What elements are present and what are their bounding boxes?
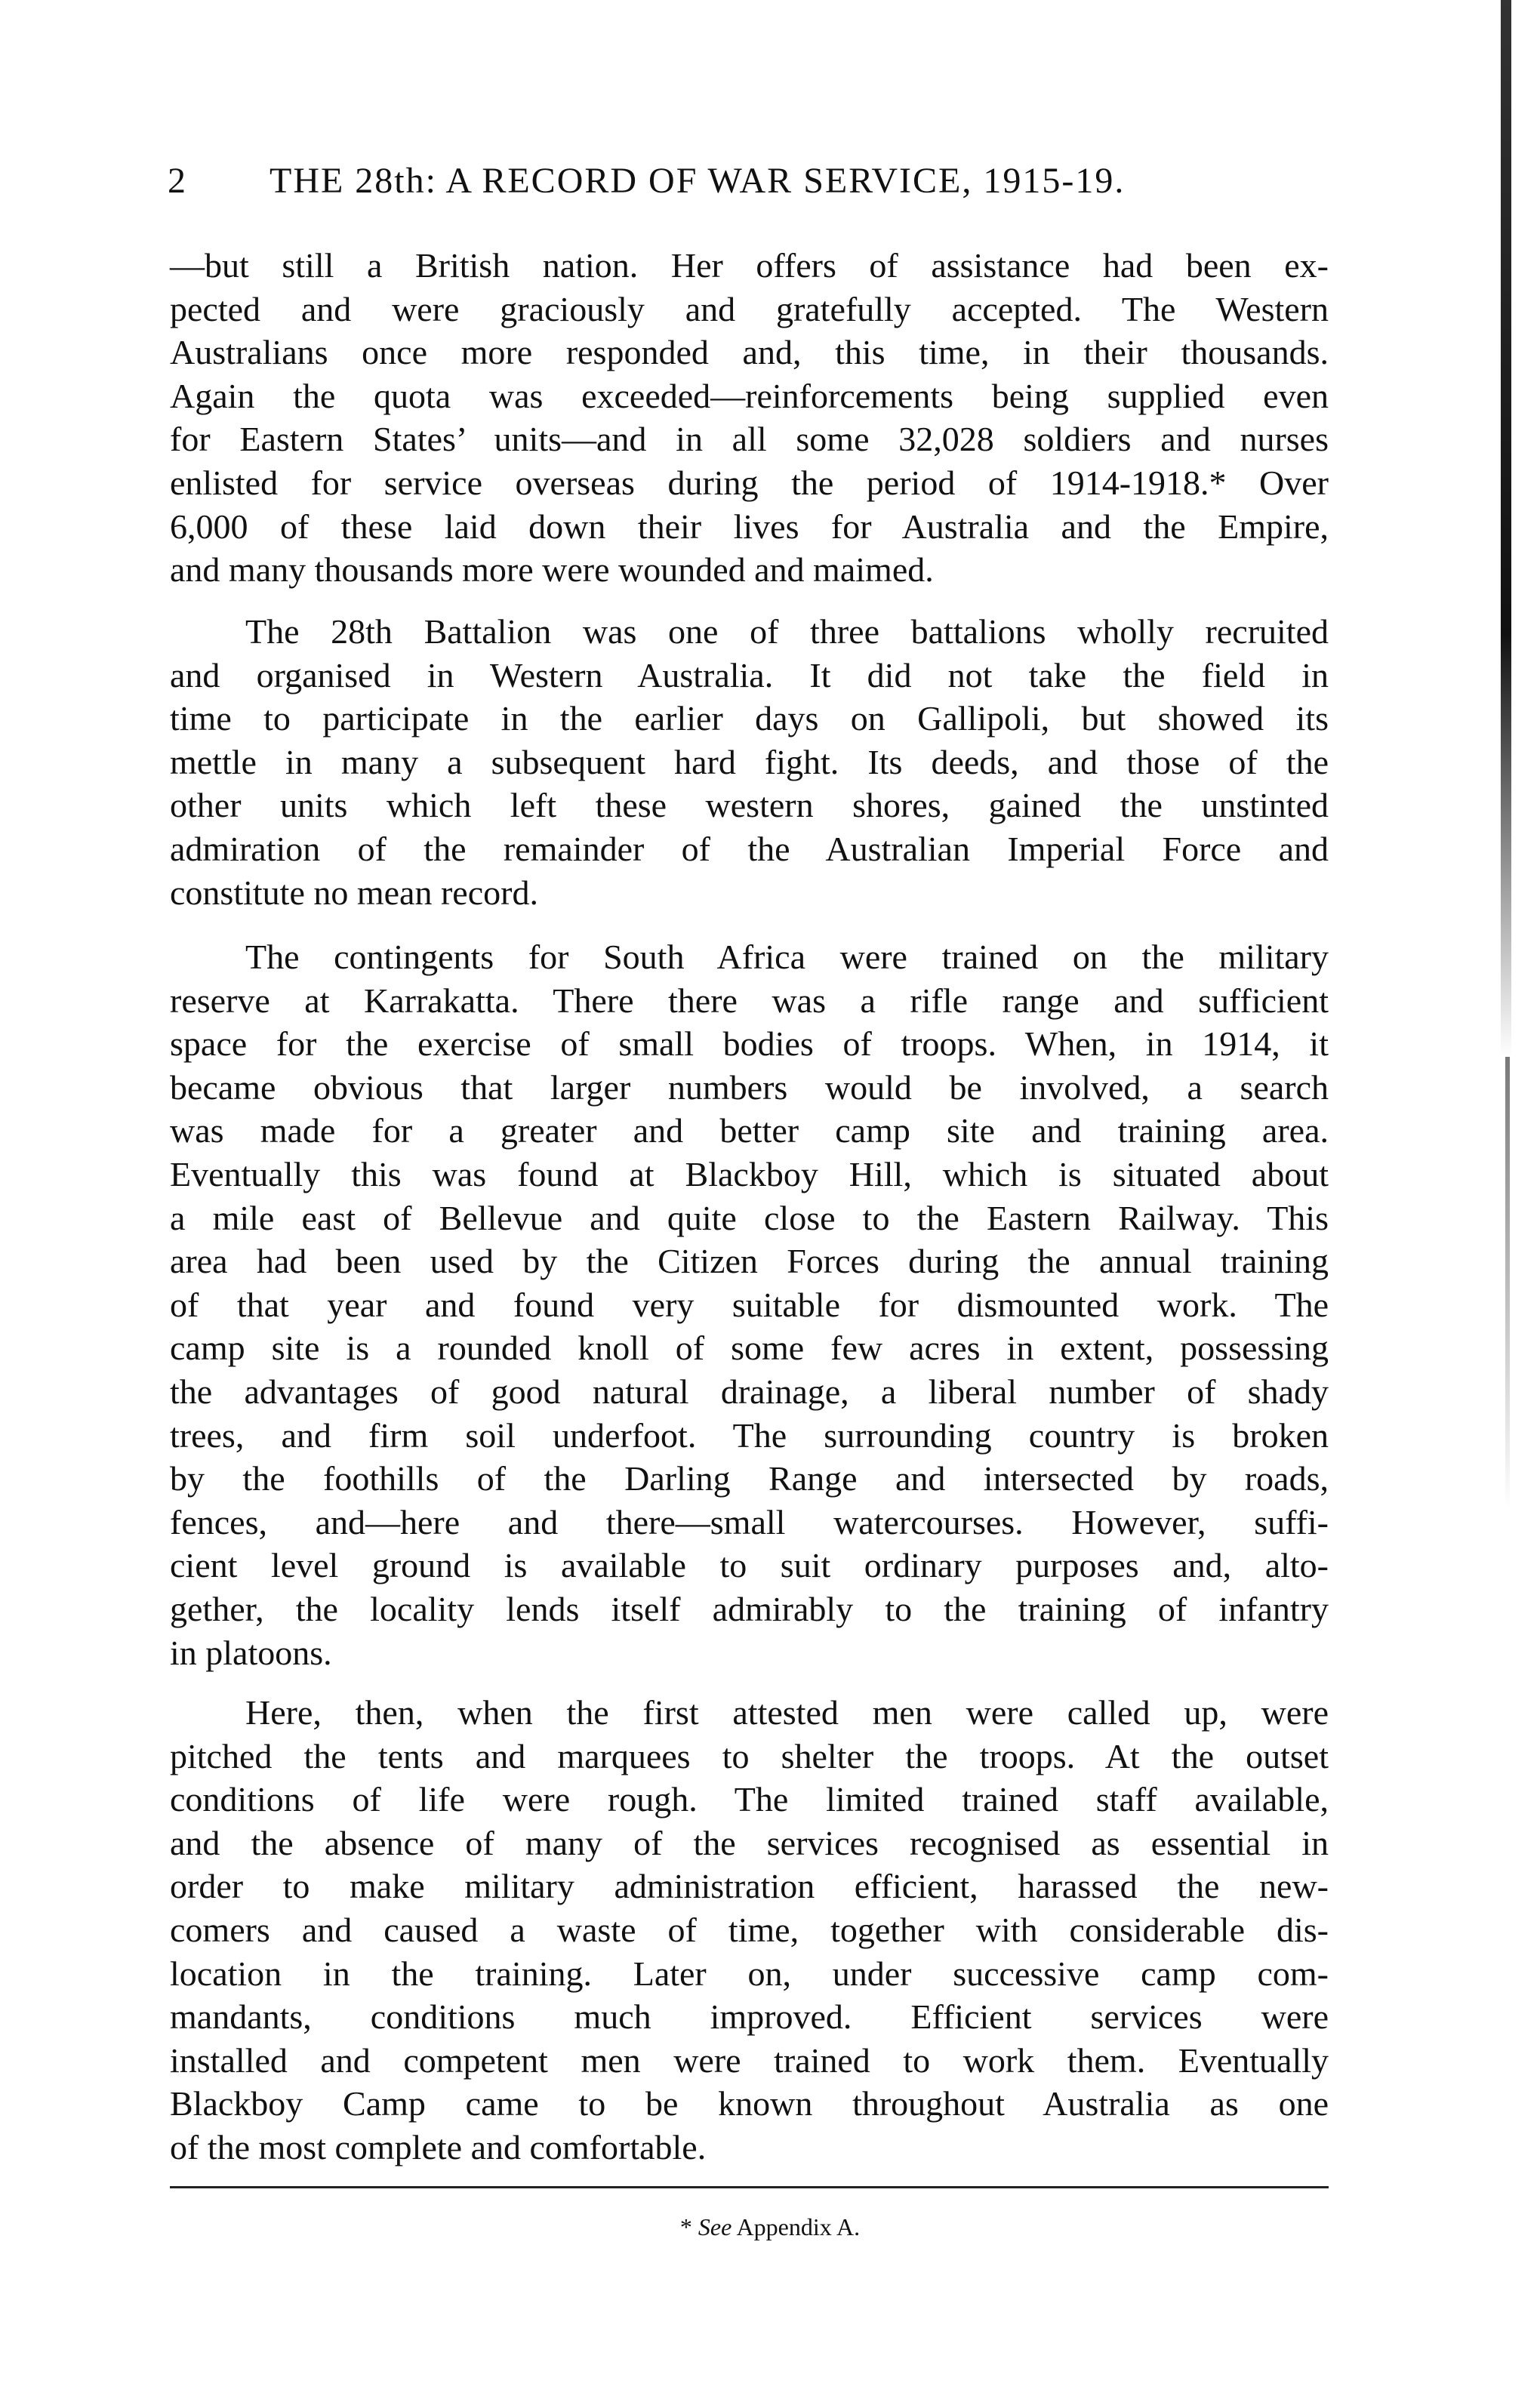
text-line: for Eastern States’ units—and in all some 32,028 soldiers and nurses	[170, 420, 1329, 459]
text-line: Here, then, when the first attested men were called up, were	[245, 1693, 1329, 1732]
text-line: fences, and—here and there—small watercourses. However, suffi-	[170, 1502, 1329, 1541]
text-line: mettle in many a subsequent hard fight. Its deeds, and those of the	[170, 742, 1329, 781]
text-line: and the absence of many of the services recognised as essential in	[170, 1823, 1329, 1862]
text-line: area had been used by the Citizen Forces during the annual training	[170, 1242, 1329, 1281]
text-line: and many thousands more were wounded and maimed.	[170, 550, 934, 590]
text-line: 6,000 of these laid down their lives for Australia and the Empire,	[170, 507, 1329, 546]
text-line: mandants, conditions much improved. Efficient services were	[170, 1997, 1329, 2037]
text-line: a mile east of Bellevue and quite close to the Eastern Railway. This	[170, 1198, 1329, 1237]
text-line: constitute no mean record.	[170, 873, 538, 912]
page-number: 2	[168, 161, 186, 201]
text-line: the advantages of good natural drainage, a liberal number of shady	[170, 1372, 1329, 1411]
text-line: space for the exercise of small bodies of troops. When, in 1914, it	[170, 1024, 1329, 1064]
text-line: time to participate in the earlier days on Gallipoli, but showed its	[170, 699, 1329, 738]
scan-edge-shadow-lower	[1505, 1057, 1510, 1510]
text-line: location in the training. Later on, under successive camp com-	[170, 1954, 1329, 1993]
text-line: reserve at Karrakatta. There there was a rifle range and sufficient	[170, 981, 1329, 1020]
footnote	[0, 2213, 1540, 2241]
footnote-see: See	[698, 2213, 732, 2240]
text-line: pitched the tents and marquees to shelter the troops. At the outset	[170, 1736, 1329, 1775]
text-line: became obvious that larger numbers would be involved, a search	[170, 1067, 1329, 1107]
text-line: other units which left these western shores, gained the unstinted	[170, 786, 1329, 825]
text-line: gether, the locality lends itself admirably to the training of infantry	[170, 1590, 1329, 1628]
footnote-text: Appendix A.	[736, 2213, 861, 2240]
text-line: camp site is a rounded knoll of some few acres in extent, possessing	[170, 1329, 1329, 1368]
running-title: THE 28th: A RECORD OF WAR SERVICE, 1915-19.	[270, 161, 1126, 201]
text-line: in platoons.	[170, 1633, 332, 1672]
running-header	[168, 155, 1330, 208]
text-line: conditions of life were rough. The limited trained staff available,	[170, 1780, 1329, 1819]
text-line: of that year and found very suitable for dismounted work. The	[170, 1285, 1329, 1324]
text-line: The contingents for South Africa were trained on the military	[245, 938, 1329, 976]
text-line: installed and competent men were trained to work them. Eventually	[170, 2040, 1329, 2080]
text-line: of the most complete and comfortable.	[170, 2128, 707, 2166]
text-line: Eventually this was found at Blackboy Hill, which is situated about	[170, 1155, 1329, 1193]
text-line: —but still a British nation. Her offers of assistance had been ex-	[170, 246, 1329, 285]
text-line: Blackboy Camp came to be known throughout Australia as one	[170, 2084, 1329, 2123]
text-line: trees, and firm soil underfoot. The surrounding country is broken	[170, 1415, 1329, 1455]
text-line: comers and caused a waste of time, together with considerable dis-	[170, 1911, 1329, 1949]
text-line: order to make military administration efficient, harassed the new-	[170, 1867, 1329, 1906]
text-line: cient level ground is available to suit ordinary purposes and, alto-	[170, 1546, 1329, 1585]
text-line: was made for a greater and better camp site and training area.	[170, 1111, 1329, 1150]
text-line: by the foothills of the Darling Range and intersected by roads,	[170, 1459, 1329, 1498]
scan-edge-shadow	[1501, 0, 1511, 1057]
text-line: Again the quota was exceeded—reinforcements being supplied even	[170, 376, 1329, 415]
text-line: admiration of the remainder of the Australian Imperial Force and	[170, 830, 1329, 868]
text-line: The 28th Battalion was one of three battalions wholly recruited	[245, 612, 1329, 651]
footnote-rule	[170, 2186, 1329, 2188]
text-line: pected and were graciously and gratefully accepted. The Western	[170, 289, 1329, 328]
text-line: and organised in Western Australia. It did not take the field in	[170, 655, 1329, 694]
text-line: enlisted for service overseas during the period of 1914-1918.* Over	[170, 463, 1329, 502]
text-line: Australians once more responded and, this time, in their thousands.	[170, 333, 1329, 372]
footnote-marker: *	[679, 2213, 692, 2240]
